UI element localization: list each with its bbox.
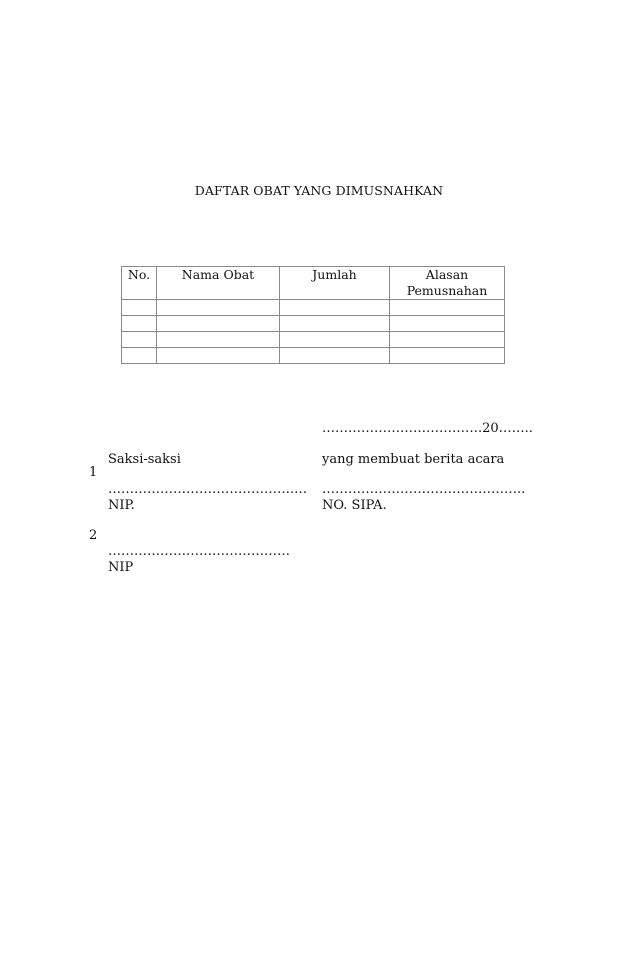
table-row	[122, 348, 505, 364]
header-alasan-pemusnahan	[390, 267, 505, 300]
table-cell	[122, 332, 157, 348]
table-cell	[157, 300, 280, 316]
header-jumlah: Jumlah	[280, 267, 390, 300]
table-row	[122, 300, 505, 316]
witness-1-number: 1	[89, 465, 98, 480]
witness-2-signature-line: ……………………………………	[108, 544, 290, 559]
table-cell	[390, 332, 505, 348]
document-title: DAFTAR OBAT YANG DIMUSNAHKAN	[194, 183, 444, 198]
witness-2-number: 2	[89, 528, 98, 543]
table-cell	[390, 316, 505, 332]
header-alasan-line1: Alasan	[425, 267, 469, 282]
header-nama-obat: Nama Obat	[157, 267, 280, 300]
witnesses-label: Saksi-saksi	[108, 452, 181, 467]
table-cell	[157, 348, 280, 364]
table-cell	[122, 316, 157, 332]
witness-2-nip-label: NIP	[108, 560, 134, 575]
header-no: No.	[122, 267, 157, 300]
table-cell	[280, 300, 390, 316]
maker-signature-line: ………………………………………..	[322, 482, 526, 497]
table-cell	[122, 300, 157, 316]
table-cell	[122, 348, 157, 364]
table-cell	[390, 348, 505, 364]
table-cell	[280, 316, 390, 332]
witness-1-signature-line: …………………………………….…	[108, 482, 308, 497]
table-header-row	[122, 267, 505, 300]
table-row	[122, 316, 505, 332]
table-cell	[157, 332, 280, 348]
maker-sipa-label: NO. SIPA.	[322, 498, 387, 513]
table-cell	[390, 300, 505, 316]
table-cell	[157, 316, 280, 332]
maker-label: yang membuat berita acara	[322, 452, 505, 467]
table-cell	[280, 348, 390, 364]
drug-disposal-table	[121, 266, 505, 364]
table-cell	[280, 332, 390, 348]
witness-1-nip-label: NIP.	[108, 498, 135, 513]
date-line: ……………………………….20……..	[322, 421, 533, 436]
table-row	[122, 332, 505, 348]
header-alasan-line2: Pemusnahan	[406, 283, 488, 298]
